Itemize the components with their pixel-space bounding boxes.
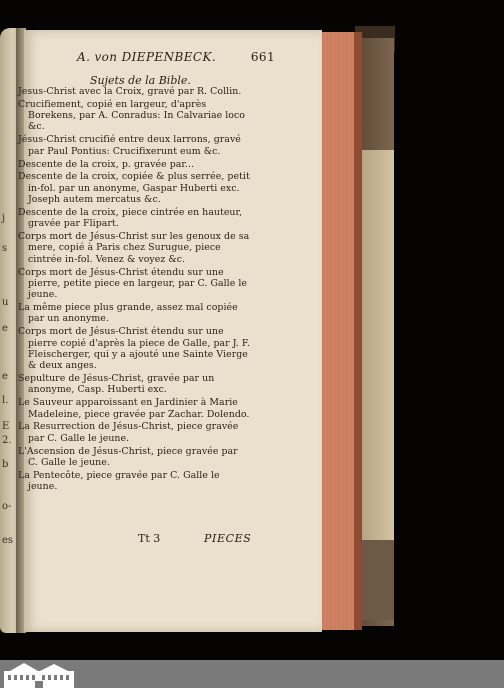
left-fragment: e: [2, 323, 8, 334]
entry-item: Jesus-Christ avec la Croix, gravé par R. Collin.: [18, 86, 242, 97]
entry-item: L'Ascension de Jésus-Christ, piece gravée par C. Galle le jeune.: [18, 445, 238, 468]
left-fragment: 2.: [2, 435, 12, 446]
page-edges: [320, 32, 358, 630]
entry-item: La Resurrection de Jésus-Christ, piece gravée par C. Galle le jeune.: [18, 421, 239, 444]
page-number: 661: [250, 50, 275, 64]
entry-item: Descente de la croix, copiée & plus serrée, petit in-fol. par un anonyme, Gaspar Huberti exc. Joseph autem mercatus &c.: [18, 171, 250, 206]
left-fragment: u: [2, 297, 9, 308]
entry-item: La Pentecôte, piece gravée par C. Galle le jeune.: [18, 469, 220, 493]
library-building-logo: [4, 661, 74, 688]
entry-item: Descente de la croix, piece cintrée en hauteur, gravée par Flipart.: [18, 206, 243, 230]
left-fragment: e: [2, 371, 8, 382]
running-head: [77, 50, 275, 64]
left-fragment: l.: [2, 395, 9, 406]
entry-item: La même piece plus grande, assez mal copiée par un anonyme.: [18, 302, 238, 325]
left-fragment: E: [2, 421, 10, 432]
left-fragment: b: [2, 459, 9, 470]
entry-item: Descente de la croix, p. gravée par...: [18, 158, 195, 170]
entry-list: [18, 86, 250, 494]
left-fragment: j: [2, 213, 6, 224]
left-fragment: s: [2, 243, 8, 254]
entry-item: Corps mort de Jésus-Christ étendu sur une pierre copié d'après la piece de Galle, par J. F. Fleischerger, qui y a ajouté une Sainte Vierge & deux anges.: [18, 326, 250, 372]
entry-item: Corps mort de Jésus-Christ sur les genoux de sa mere, copié à Paris chez Surugue, piece cintrée in-fol. Venez & voyez &c.: [18, 231, 250, 265]
entry-item: Jésus-Christ crucifié entre deux larrons, gravé par Paul Pontius: Crucifixerunt eum &c.: [18, 134, 241, 157]
recto-page: [18, 30, 322, 632]
entry-item: Le Sauveur apparoissant en Jardinier à Marie Madeleine, piece gravée par Zachar. Dolendo.: [18, 397, 250, 420]
cover-paper-lining: [362, 150, 394, 542]
page-edges-shadow: [354, 32, 362, 630]
cover-bottom: [362, 540, 394, 620]
left-fragment: es: [2, 535, 14, 546]
catchword: PIECES: [204, 532, 252, 545]
section-title: Sujets de la Bible.: [90, 74, 191, 87]
library-footer-bar: [0, 660, 504, 688]
entry-item: Crucifiement, copié en largeur, d'après Borekens, par A. Conradus: In Calvariae loco &c.: [18, 98, 246, 133]
running-title: A. von DIEPENBECK.: [77, 50, 217, 64]
entry-item: Sepulture de Jésus-Christ, gravée par un anonyme, Casp. Huberti exc.: [18, 373, 215, 396]
left-fragment: o-: [2, 501, 12, 512]
entry-item: Corps mort de Jésus-Christ étendu sur une pierre, petite piece en largeur, par C. Galle le jeune.: [18, 266, 247, 301]
signature-mark: Tt 3: [138, 532, 161, 545]
